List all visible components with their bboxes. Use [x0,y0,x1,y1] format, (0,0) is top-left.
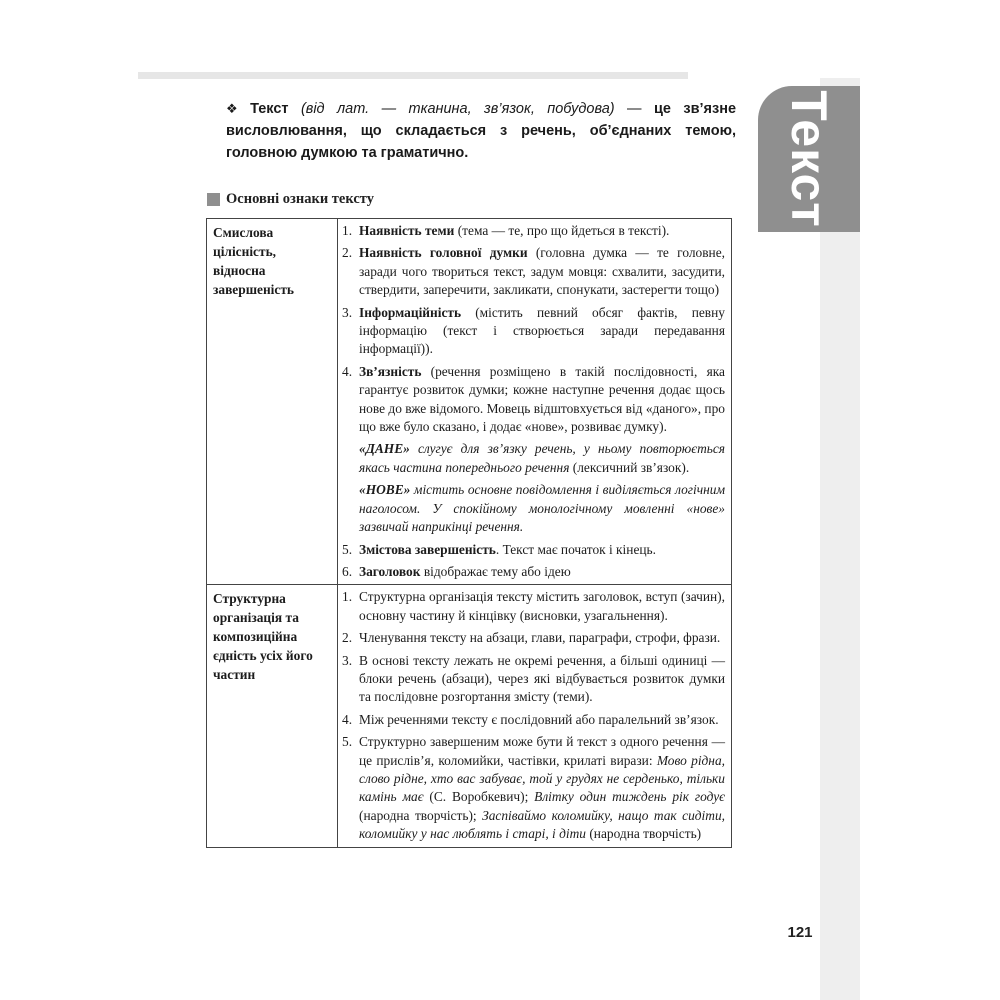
item-text: Структурно завершеним може бути й текст з одного речення — це прислів’я, коломийки, частівки, крилаті вирази: [359,734,725,768]
list-item [342,304,725,359]
item-number: 5. [342,541,353,557]
definition-dash: — [614,101,654,117]
list-item [342,733,725,843]
page-number: 121 [787,924,813,941]
feature-items-cell [338,585,732,847]
item-text: Між реченнями тексту є послідовний або паралельний зв’язок. [359,711,719,727]
item-lead: Наявність теми [359,223,455,238]
list-item [342,222,725,240]
item-number: 2. [342,630,353,646]
item-lead: Інформаційність [359,304,462,320]
definition-term: Текст [250,101,289,117]
item-text: Членування тексту на абзаци, глави, параграфи, строфи, фрази. [359,630,721,646]
item-number: 1. [342,589,353,605]
definition-etymology: (від лат. — тканина, зв’язок, побудова) [300,101,615,117]
definition-paragraph [226,98,736,164]
table-row [207,219,732,585]
example-quote: Влітку один тиждень рік годує [534,789,725,805]
list-item [342,563,725,581]
list-item [342,541,725,559]
item-number: 6. [342,563,353,579]
list-item [342,363,725,437]
item-text: відображає тему або ідею [420,563,571,579]
table-row [207,585,732,847]
text-features-table [206,218,732,848]
feature-items-cell [338,219,732,585]
definition-text: це зв’язне висловлювання, що складається з речень, об’єднаних темою, головною думкою та граматично. [226,101,737,161]
item-number: 5. [342,734,353,750]
example-source: (народна творчість) [585,826,702,842]
diamond-bullet-icon: ❖ [226,101,247,116]
feature-list [342,588,725,843]
note-text: слугує для зв’язку речень, у ньому повторюється якась частина попереднього речення [359,441,725,475]
list-item [342,652,725,707]
item-lead: Наявність головної думки [359,245,528,261]
item-text: В основі тексту лежать не окремі речення, а більші одиниці — блоки речень (абзаци), через які відбувається розвиток думки та послідовне розгортання змісту (теми). [359,652,725,705]
item-number: 1. [342,223,353,238]
example-quote: Заспіваймо коломийку, нащо так сидіти, коломийку у нас люблять і старі, і діти [359,807,725,842]
feature-name-cell: Смислова цілісність, відносна завершеність [207,219,338,585]
list-item [342,629,725,647]
item-text: (головна думка — те головне, заради чого твориться текст, задум мовця: схвалити, засудити, ствердити, заперечити, закликати, спонукати, застерегти тощо) [359,245,725,298]
example-source: (народна творчість); [359,807,483,823]
note-plain-text: (лексичний зв’язок). [569,459,690,475]
note-keyword: «ДАНЕ» [359,441,410,457]
top-rule [138,72,688,79]
item-lead: Змістова завершеність [359,541,496,557]
note-keyword: «НОВЕ» [359,482,411,498]
note-text: містить основне повідомлення і виділяється логічним наголосом. У спокійному монологічному мовленні «нове» зазвичай наприкінці речення. [359,482,725,535]
list-item [342,711,725,729]
item-number: 2. [342,245,353,261]
list-item [342,588,725,625]
example-source: (С. Воробкевич); [423,789,535,805]
item-number: 4. [342,711,353,727]
item-number: 3. [342,304,353,320]
feature-list [342,222,725,436]
item-text: (тема — те, про що йдеться в тексті). [454,223,670,238]
section-heading-text: Основні ознаки тексту [226,190,374,207]
list-item [342,244,725,299]
chapter-tab-label: Текст [781,90,837,228]
item-text: Структурна організація тексту містить заголовок, вступ (зачин), основну частину й кінцівку (висновки, узагальнення). [359,589,725,623]
item-number: 4. [342,363,353,379]
item-lead: Заголовок [359,563,421,579]
square-bullet-icon [207,193,220,206]
item-text: (містить певний обсяг фактів, певну інформацію (текст і створюється заради передавання інформації)). [359,304,725,357]
example-quote: Мово рідна, слово рідне, хто вас забуває, той у грудях не серденько, тільки камінь має [359,752,725,805]
note-dane [342,440,725,477]
item-text: (речення розміщено в такій послідовності, яка гарантує розвиток думки; кожне наступне речення додає щось нове до вже відомого. Мовець відштовхується від «даного», про що вже було сказано, і додає «нове», розвиває думку). [359,363,725,435]
section-heading [207,190,374,208]
feature-list-continued [342,541,725,582]
feature-name-cell: Структурна організація та композиційна єдність усіх його частин [207,585,338,847]
item-text: . Текст має початок і кінець. [495,541,657,557]
item-number: 3. [342,652,353,668]
chapter-side-tab [758,86,860,232]
item-lead: Зв’язність [359,363,422,379]
note-nove [342,481,725,536]
